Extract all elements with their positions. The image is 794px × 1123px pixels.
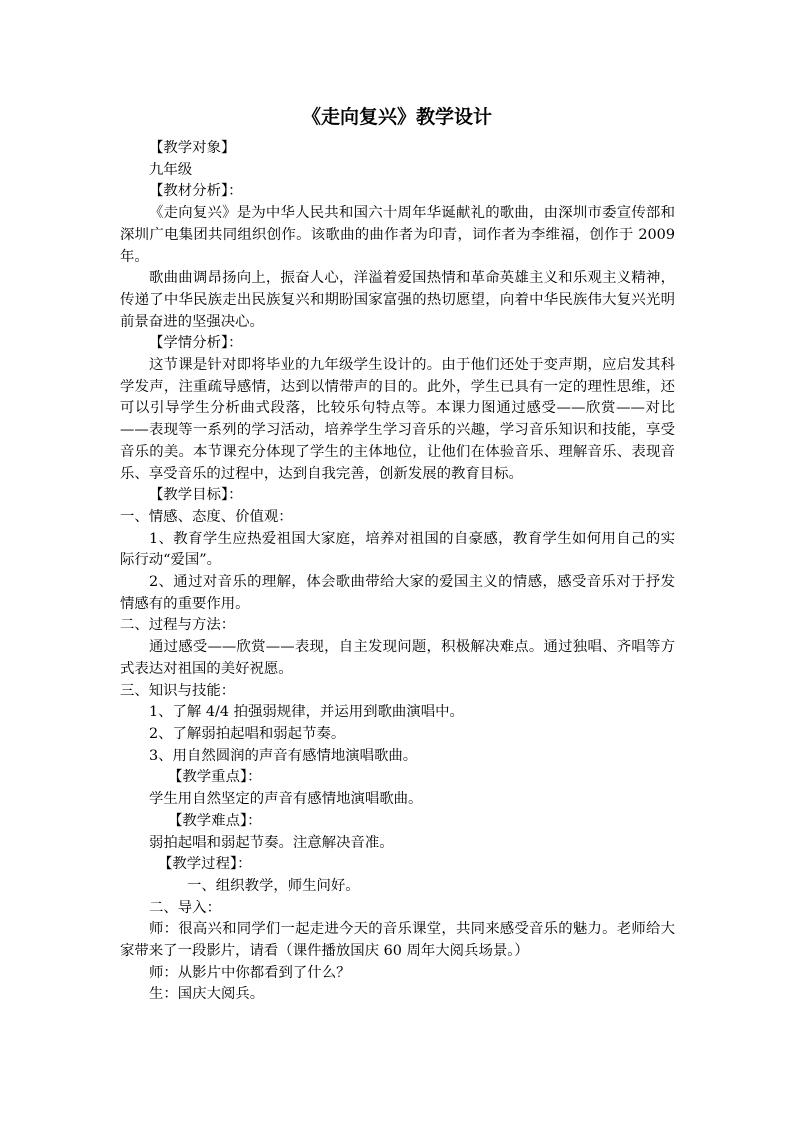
learner-paragraph: 这节课是针对即将毕业的九年级学生设计的。由于他们还处于变声期，应启发其科学发声，注重疏导感情，达到以情带声的目的。此外，学生已具有一定的理性思维，还可以引导学生分析曲式段落，比较乐句特点等。本课力图通过感受——欣赏——对比——表现等一系列的学习活动，培养学生学习音乐的兴趣，学习音乐知识和技能，享受音乐的美。本节课充分体现了学生的主体地位，让他们在体验音乐、理解音乐、表现音乐、享受音乐的过程中，达到自我完善，创新发展的教育目标。 (120, 357, 675, 482)
teaching-object-text: 九年级 (149, 161, 193, 178)
teaching-key-text: 学生用自然坚定的声音有感情地演唱歌曲。 (149, 791, 423, 808)
heading-teaching-goals: 【教学目标】： (149, 487, 243, 504)
dialog-line-2: 师：从影片中你都看到了什么？ (149, 964, 351, 981)
goal-3-item-2: 2、了解弱拍起唱和弱起节奏。 (149, 725, 346, 742)
goal-1-item-1: 1、教育学生应热爱祖国大家庭，培养对祖国的自豪感，教育学生如何用自己的实际行动“爱国”。 (120, 530, 675, 569)
goal-3-title: 三、知识与技能： (120, 682, 236, 699)
material-paragraph-1: 《走向复兴》是为中华人民共和国六十周年华诞献礼的歌曲，由深圳市委宣传部和深圳广电集团共同组织创作。该歌曲的曲作者为印青，词作者为李维福，创作于 2009 年。 (120, 205, 675, 265)
goal-3-item-3: 3、用自然圆润的声音有感情地演唱歌曲。 (149, 747, 418, 764)
goal-2-paragraph: 通过感受——欣赏——表现，自主发现问题，积极解决难点。通过独唱、齐唱等方式表达对祖国的美好祝愿。 (120, 639, 675, 677)
heading-material-analysis: 【教材分析】： (149, 183, 243, 200)
material-paragraph-2: 歌曲曲调昂扬向上，振奋人心，洋溢着爱国热情和革命英雄主义和乐观主义精神，传递了中华民族走出民族复兴和期盼国家富强的热切愿望，向着中华民族伟大复兴光明前景奋进的坚强决心。 (120, 270, 675, 330)
goal-3-item-1: 1、了解 4/4 拍强弱规律，并运用到歌曲演唱中。 (149, 704, 464, 721)
goal-1-item-2: 2、通过对音乐的理解，体会歌曲带给大家的爱国主义的情感，感受音乐对于抒发情感有的重要作用。 (120, 574, 675, 612)
goal-1-title: 一、情感、态度、价值观： (120, 508, 293, 525)
process-step-1: 一、组织教学，师生问好。 (187, 877, 360, 894)
heading-learner-analysis: 【学情分析】： (149, 335, 243, 352)
heading-teaching-process: 【教学过程】： (158, 856, 252, 873)
heading-teaching-key: 【教学重点】： (168, 769, 262, 786)
heading-teaching-difficulty: 【教学难点】： (168, 812, 262, 829)
dialog-line-1: 师：很高兴和同学们一起走进今天的音乐课堂，共同来感受音乐的魅力。老师给大家带来了一段影片，请看（课件播放国庆 60 周年大阅兵场景。） (120, 921, 675, 960)
process-step-2: 二、导入： (149, 899, 221, 916)
goal-2-title: 二、过程与方法： (120, 617, 236, 634)
document-title: 《走向复兴》教学设计 (301, 106, 492, 128)
dialog-line-3: 生：国庆大阅兵。 (149, 986, 265, 1003)
document-body (120, 138, 675, 1006)
teaching-difficulty-text: 弱拍起唱和弱起节奏。注意解决音准。 (149, 834, 394, 851)
heading-teaching-object: 【教学对象】 (149, 140, 236, 156)
